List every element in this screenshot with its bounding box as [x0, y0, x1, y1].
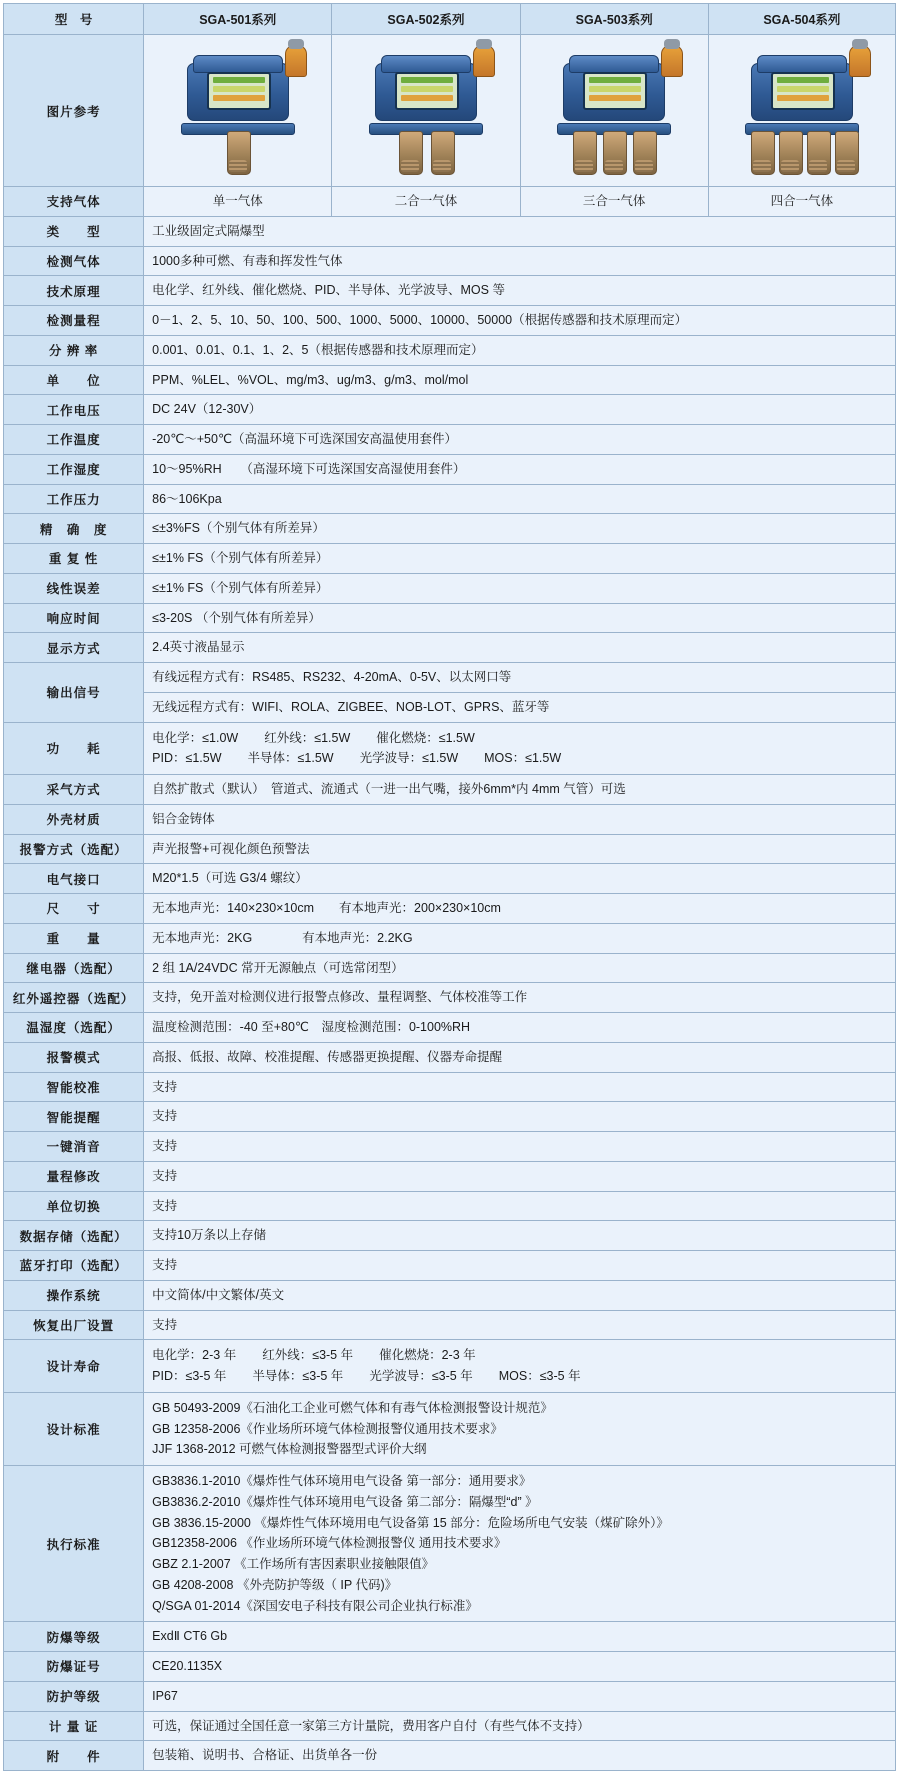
power-line-2 — [152, 748, 887, 769]
row-label-bluetooth-print: 蓝牙打印（选配） — [4, 1251, 144, 1281]
row-label-principle: 技术原理 — [4, 276, 144, 306]
row-value-relay: 2 组 1A/24VDC 常开无源触点（可选常闭型） — [144, 953, 896, 983]
product-image-503 — [520, 35, 708, 187]
gas-support-503: 三合一气体 — [520, 187, 708, 217]
row-label-output-signal: 输出信号 — [4, 663, 144, 723]
row-value-detect-gas: 1000多种可燃、有毒和挥发性气体 — [144, 246, 896, 276]
row-value-ex-certificate: CE20.1135X — [144, 1652, 896, 1682]
row-value-range: 0－1、2、5、10、50、100、500、1000、5000、10000、50000（根据传感器和技术原理而定） — [144, 306, 896, 336]
gas-support-502: 二合一气体 — [332, 187, 520, 217]
row-value-data-storage: 支持10万条以上存储 — [144, 1221, 896, 1251]
row-value-repeatability: ≤±1% FS（个别气体有所差异） — [144, 544, 896, 574]
product-image-502 — [332, 35, 520, 187]
table-row-response-time — [4, 603, 896, 633]
table-row-pressure — [4, 484, 896, 514]
model-header-label: 型 号 — [4, 4, 144, 35]
row-value-voltage: DC 24V（12-30V） — [144, 395, 896, 425]
table-row-factory-reset — [4, 1310, 896, 1340]
row-value-electrical-interface: M20*1.5（可选 G3/4 螺纹） — [144, 864, 896, 894]
exec-standard-line-4: GB12358-2006 《作业场所环境气体检测报警仪 通用技术要求》 — [152, 1536, 507, 1551]
row-label-accuracy: 精 确 度 — [4, 514, 144, 544]
row-value-humidity: 10～95%RH （高湿环境下可选深国安高湿使用套件） — [144, 454, 896, 484]
table-row-linearity — [4, 573, 896, 603]
exec-standard-line-2: GB3836.2-2010《爆炸性气体环境用电气设备 第二部分：隔爆型“d” 》 — [152, 1494, 538, 1509]
row-label-lifetime: 设计寿命 — [4, 1340, 144, 1393]
alarm-lamp-icon — [849, 45, 871, 77]
detector-screen — [395, 72, 459, 110]
row-label-data-storage: 数据存储（选配） — [4, 1221, 144, 1251]
row-value-smart-calibration: 支持 — [144, 1072, 896, 1102]
row-label-ex-grade: 防爆等级 — [4, 1622, 144, 1652]
table-row-resolution — [4, 335, 896, 365]
row-label-accessories: 附 件 — [4, 1741, 144, 1771]
table-row-os — [4, 1280, 896, 1310]
table-row-lifetime — [4, 1340, 896, 1393]
row-label-unit-switch: 单位切换 — [4, 1191, 144, 1221]
table-row-power — [4, 722, 896, 775]
table-row-one-key-mute — [4, 1132, 896, 1162]
exec-standard-line-6: GB 4208-2008 《外壳防护等级（ IP 代码)》 — [152, 1577, 398, 1592]
row-label-resolution: 分 辨 率 — [4, 335, 144, 365]
row-label-ip-grade: 防护等级 — [4, 1681, 144, 1711]
row-value-sampling: 自然扩散式（默认） 管道式、流通式（一进一出气嘴，接外6mm*内 4mm 气管）可选 — [144, 775, 896, 805]
row-value-size: 无本地声光：140×230×10cm 有本地声光：200×230×10cm — [144, 894, 896, 924]
table-row-design-standard — [4, 1392, 896, 1465]
row-label-unit: 单 位 — [4, 365, 144, 395]
row-value-ex-grade: ExdⅡ CT6 Gb — [144, 1622, 896, 1652]
row-value-power — [144, 722, 896, 775]
output-signal-wired: 有线远程方式有：RS485、RS232、4-20mA、0-5V、以太网口等 — [144, 663, 896, 693]
row-value-ir-remote: 支持，免开盖对检测仪进行报警点修改、量程调整、气体校准等工作 — [144, 983, 896, 1013]
row-label-os: 操作系统 — [4, 1280, 144, 1310]
lifetime-line-1 — [152, 1345, 887, 1366]
power-mos: MOS：≤1.5W — [484, 751, 562, 766]
row-value-alarm-method: 声光报警+可视化颜色预警法 — [144, 834, 896, 864]
table-row-relay — [4, 953, 896, 983]
design-standard-line-2: GB 12358-2006《作业场所环境气体检测报警仪通用技术要求》 — [152, 1421, 503, 1436]
row-value-alarm-mode: 高报、低报、故障、校准提醒、传感器更换提醒、仪器寿命提醒 — [144, 1042, 896, 1072]
alarm-lamp-icon — [661, 45, 683, 77]
row-label-power: 功 耗 — [4, 722, 144, 775]
table-row-output-signal-wired — [4, 663, 896, 693]
power-optical-waveguide: 光学波导：≤1.5W — [359, 751, 459, 766]
row-label-range-modify: 量程修改 — [4, 1161, 144, 1191]
row-value-linearity: ≤±1% FS（个别气体有所差异） — [144, 573, 896, 603]
row-label-alarm-mode: 报警模式 — [4, 1042, 144, 1072]
row-value-os: 中文简体/中文繁体/英文 — [144, 1280, 896, 1310]
table-row-model-header — [4, 4, 896, 35]
design-standard-line-1: GB 50493-2009《石油化工企业可燃气体和有毒气体检测报警设计规范》 — [152, 1400, 553, 1415]
table-row-size — [4, 894, 896, 924]
output-signal-wireless: 无线远程方式有：WIFI、ROLA、ZIGBEE、NOB-LOT、GPRS、蓝牙等 — [144, 692, 896, 722]
row-value-temperature: -20℃～+50℃（高温环境下可选深国安高温使用套件） — [144, 425, 896, 455]
row-value-unit-switch: 支持 — [144, 1191, 896, 1221]
image-row-label: 图片参考 — [4, 35, 144, 187]
row-label-design-standard: 设计标准 — [4, 1392, 144, 1465]
row-label-size: 尺 寸 — [4, 894, 144, 924]
exec-standard-line-7: Q/SGA 01-2014《深国安电子科技有限公司企业执行标准》 — [152, 1598, 478, 1613]
row-value-unit: PPM、%LEL、%VOL、mg/m3、ug/m3、g/m3、mol/mol — [144, 365, 896, 395]
row-value-response-time: ≤3-20S （个别气体有所差异） — [144, 603, 896, 633]
row-label-one-key-mute: 一键消音 — [4, 1132, 144, 1162]
row-label-linearity: 线性误差 — [4, 573, 144, 603]
gas-support-501: 单一气体 — [144, 187, 332, 217]
power-pid: PID：≤1.5W — [152, 751, 222, 766]
row-value-principle: 电化学、红外线、催化燃烧、PID、半导体、光学波导、MOS 等 — [144, 276, 896, 306]
exec-standard-line-3: GB 3836.15-2000 《爆炸性气体环境用电气设备第 15 部分：危险场所电气安装（煤矿除外）》 — [152, 1515, 669, 1530]
row-label-ex-certificate: 防爆证号 — [4, 1652, 144, 1682]
row-label-shell-material: 外壳材质 — [4, 804, 144, 834]
row-label-factory-reset: 恢复出厂设置 — [4, 1310, 144, 1340]
alarm-lamp-icon — [285, 45, 307, 77]
detector-illustration-1-sensor — [163, 39, 313, 179]
row-label-humidity: 工作湿度 — [4, 454, 144, 484]
lifetime-line-2 — [152, 1366, 887, 1387]
row-value-temp-humidity-option: 温度检测范围：-40 至+80℃ 湿度检测范围：0-100%RH — [144, 1013, 896, 1043]
spec-sheet-page — [0, 3, 899, 1771]
table-row-ex-grade — [4, 1622, 896, 1652]
product-image-501 — [144, 35, 332, 187]
table-row-electrical-interface — [4, 864, 896, 894]
table-row-ir-remote — [4, 983, 896, 1013]
lifetime-semiconductor: 半导体：≤3-5 年 — [252, 1369, 344, 1383]
table-row-ex-certificate — [4, 1652, 896, 1682]
table-row-detect-gas — [4, 246, 896, 276]
row-value-lifetime — [144, 1340, 896, 1393]
table-row-accuracy — [4, 514, 896, 544]
row-label-weight: 重 量 — [4, 923, 144, 953]
row-value-one-key-mute: 支持 — [144, 1132, 896, 1162]
table-row-gas-support — [4, 187, 896, 217]
model-header-502: SGA-502系列 — [332, 4, 520, 35]
table-row-ip-grade — [4, 1681, 896, 1711]
row-label-smart-reminder: 智能提醒 — [4, 1102, 144, 1132]
lifetime-pid: PID：≤3-5 年 — [152, 1369, 227, 1383]
table-row-principle — [4, 276, 896, 306]
row-label-voltage: 工作电压 — [4, 395, 144, 425]
table-row-shell-material — [4, 804, 896, 834]
row-label-metrology-cert: 计 量 证 — [4, 1711, 144, 1741]
row-value-factory-reset: 支持 — [144, 1310, 896, 1340]
row-value-range-modify: 支持 — [144, 1161, 896, 1191]
row-label-sampling: 采气方式 — [4, 775, 144, 805]
row-label-relay: 继电器（选配） — [4, 953, 144, 983]
exec-standard-line-1: GB3836.1-2010《爆炸性气体环境用电气设备 第一部分：通用要求》 — [152, 1474, 532, 1488]
lifetime-electrochemical: 电化学：2-3 年 — [152, 1348, 237, 1363]
row-label-pressure: 工作压力 — [4, 484, 144, 514]
row-label-response-time: 响应时间 — [4, 603, 144, 633]
row-value-accuracy: ≤±3%FS（个别气体有所差异） — [144, 514, 896, 544]
detector-screen — [583, 72, 647, 110]
row-label-display: 显示方式 — [4, 633, 144, 663]
table-row-unit — [4, 365, 896, 395]
table-row-type — [4, 216, 896, 246]
table-row-repeatability — [4, 544, 896, 574]
table-row-exec-standard — [4, 1466, 896, 1622]
row-label-ir-remote: 红外遥控器（选配） — [4, 983, 144, 1013]
row-value-design-standard — [144, 1392, 896, 1465]
table-row-smart-reminder — [4, 1102, 896, 1132]
row-label-repeatability: 重 复 性 — [4, 544, 144, 574]
row-value-smart-reminder: 支持 — [144, 1102, 896, 1132]
power-electrochemical: 电化学：≤1.0W — [152, 730, 239, 745]
row-value-ip-grade: IP67 — [144, 1681, 896, 1711]
row-value-metrology-cert: 可选，保证通过全国任意一家第三方计量院，费用客户自付（有些气体不支持） — [144, 1711, 896, 1741]
table-row-temperature — [4, 425, 896, 455]
table-row-humidity — [4, 454, 896, 484]
table-row-data-storage — [4, 1221, 896, 1251]
row-label-detect-gas: 检测气体 — [4, 246, 144, 276]
power-catalytic: 催化燃烧：≤1.5W — [376, 730, 475, 745]
lifetime-optical-waveguide: 光学波导：≤3-5 年 — [369, 1369, 473, 1383]
row-value-shell-material: 铝合金铸体 — [144, 804, 896, 834]
detector-screen — [771, 72, 835, 110]
row-label-exec-standard: 执行标准 — [4, 1466, 144, 1622]
table-row-metrology-cert — [4, 1711, 896, 1741]
lifetime-infrared: 红外线：≤3-5 年 — [262, 1348, 354, 1363]
alarm-lamp-icon — [473, 45, 495, 77]
power-semiconductor: 半导体：≤1.5W — [247, 751, 334, 766]
detector-illustration-2-sensor — [351, 39, 501, 179]
exec-standard-line-5: GBZ 2.1-2007 《工作场所有害因素职业接触限值》 — [152, 1557, 435, 1571]
row-value-display: 2.4英寸液晶显示 — [144, 633, 896, 663]
model-header-503: SGA-503系列 — [520, 4, 708, 35]
model-header-504: SGA-504系列 — [708, 4, 895, 35]
power-infrared: 红外线：≤1.5W — [264, 730, 351, 745]
table-row-unit-switch — [4, 1191, 896, 1221]
table-row-alarm-method — [4, 834, 896, 864]
lifetime-mos: MOS：≤3-5 年 — [498, 1369, 581, 1383]
row-value-pressure: 86～106Kpa — [144, 484, 896, 514]
table-row-weight — [4, 923, 896, 953]
table-row-bluetooth-print — [4, 1251, 896, 1281]
table-row-accessories — [4, 1741, 896, 1771]
row-value-resolution: 0.001、0.01、0.1、1、2、5（根据传感器和技术原理而定） — [144, 335, 896, 365]
row-value-accessories: 包装箱、说明书、合格证、出货单各一份 — [144, 1741, 896, 1771]
table-row-temp-humidity-option — [4, 1013, 896, 1043]
row-label-type: 类 型 — [4, 216, 144, 246]
row-value-bluetooth-print: 支持 — [144, 1251, 896, 1281]
detector-screen — [207, 72, 271, 110]
product-image-504 — [708, 35, 895, 187]
row-value-exec-standard — [144, 1466, 896, 1622]
table-row-sampling — [4, 775, 896, 805]
row-label-electrical-interface: 电气接口 — [4, 864, 144, 894]
row-label-smart-calibration: 智能校准 — [4, 1072, 144, 1102]
row-label-range: 检测量程 — [4, 306, 144, 336]
row-value-weight: 无本地声光：2KG 有本地声光：2.2KG — [144, 923, 896, 953]
table-row-range — [4, 306, 896, 336]
power-line-1 — [152, 728, 887, 749]
table-row-alarm-mode — [4, 1042, 896, 1072]
detector-illustration-3-sensor — [539, 39, 689, 179]
gas-support-504: 四合一气体 — [708, 187, 895, 217]
row-label-alarm-method: 报警方式（选配） — [4, 834, 144, 864]
row-label-temperature: 工作温度 — [4, 425, 144, 455]
design-standard-line-3: JJF 1368-2012 可燃气体检测报警器型式评价大纲 — [152, 1442, 427, 1457]
table-row-images — [4, 35, 896, 187]
row-label-temp-humidity-option: 温湿度（选配） — [4, 1013, 144, 1043]
model-header-501: SGA-501系列 — [144, 4, 332, 35]
gas-support-label: 支持气体 — [4, 187, 144, 217]
specification-table — [3, 3, 896, 1771]
table-row-range-modify — [4, 1161, 896, 1191]
table-row-display — [4, 633, 896, 663]
lifetime-catalytic: 催化燃烧：2-3 年 — [379, 1348, 476, 1363]
table-row-smart-calibration — [4, 1072, 896, 1102]
detector-illustration-4-sensor — [727, 39, 877, 179]
table-row-voltage — [4, 395, 896, 425]
row-value-type: 工业级固定式隔爆型 — [144, 216, 896, 246]
